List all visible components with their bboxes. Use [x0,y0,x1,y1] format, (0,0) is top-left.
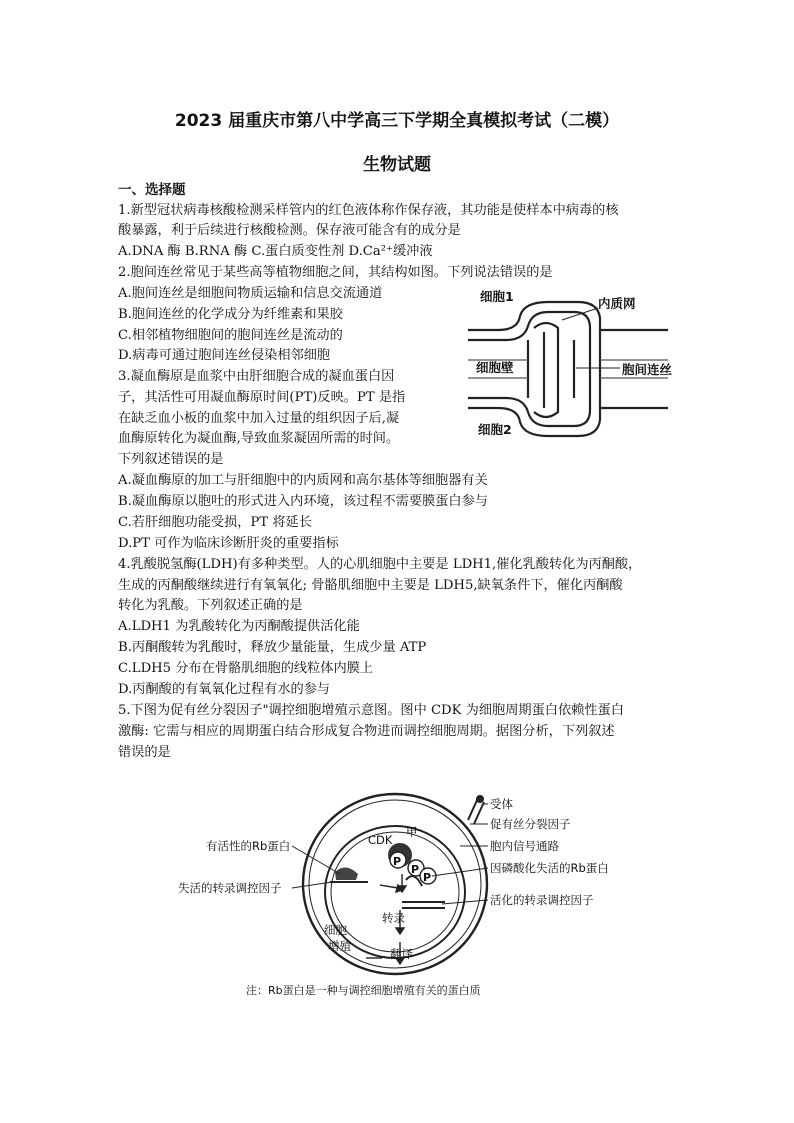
label-active-factor: 活化的转录调控因子 [490,893,594,907]
exam-title: 2023 届重庆市第八中学高三下学期全真模拟考试（二模） [174,111,620,131]
q1-options: A.DNA 酶 B.RNA 酶 C.蛋白质变性剂 D.Ca²⁺缓冲液 [118,244,433,259]
label-cell-wall: 细胞壁 [476,360,514,375]
q2-option-b: B.胞间连丝的化学成分为纤维素和果胶 [118,307,343,322]
q5-stem-line2: 激酶: 它需与相应的周期蛋白结合形成复合物进而调控细胞周期。据图分析，下列叙述 [118,724,615,739]
q2-option-d: D.病毒可通过胞间连丝侵染相邻细胞 [118,348,331,363]
label-receptor: 受体 [490,797,513,811]
label-translation: 翻译 [390,947,413,961]
label-active-rb: 有活性的Rb蛋白 [206,839,291,853]
q4-stem-line1: 4.乳酸脱氢酶(LDH)有多种类型。人的心肌细胞中主要是 LDH1,催化乳酸转化为丙酮酸， [118,557,642,572]
label-proliferation-1: 细胞 [324,923,347,937]
label-inactive-factor: 失活的转录调控因子 [178,881,282,895]
p-icon-2: P [411,863,420,876]
q3-stem-line3: 在缺乏血小板的血浆中加入过量的组织因子后,凝 [118,411,400,426]
q3-stem-line5: 下列叙述错误的是 [118,452,224,467]
figure-note: 注：Rb蛋白是一种与调控细胞增殖有关的蛋白质 [246,984,481,997]
label-signal-pathway: 胞内信号通路 [490,839,559,853]
q2-option-a: A.胞间连丝是细胞间物质运输和信息交流通道 [118,286,383,301]
p-icon-3: P [423,871,432,884]
label-cell2: 细胞2 [478,422,512,437]
label-transcription: 转录 [382,911,405,925]
q4-option-c: C.LDH5 分布在骨骼肌细胞的线粒体内膜上 [118,661,374,676]
subject-title: 生物试题 [363,155,431,175]
q3-option-c: C.若肝细胞功能受损，PT 将延长 [118,515,312,530]
label-cell1: 细胞1 [480,289,514,304]
q4-stem-line2: 生成的丙酮酸继续进行有氧氧化; 骨骼肌细胞中主要是 LDH5,缺氧条件下，催化丙酮酸 [118,578,623,593]
label-plasmodesma: 胞间连丝 [622,362,673,377]
label-phosphorylated-rb: 因磷酸化失活的Rb蛋白 [490,861,609,875]
q1-stem-line2: 酸暴露，利于后续进行核酸检测。保存液可能含有的成分是 [118,223,461,238]
q3-stem-line2: 子，其活性可用凝血酶原时间(PT)反映。PT 是指 [118,390,406,405]
q4-option-b: B.丙酮酸转为乳酸时，释放少量能量，生成少量 ATP [118,640,427,655]
q3-option-d: D.PT 可作为临床诊断肝炎的重要指标 [118,536,339,551]
q2-option-c: C.相邻植物细胞间的胞间连丝是流动的 [118,328,343,343]
q3-stem-line1: 3.凝血酶原是血浆中由肝细胞合成的凝血蛋白因 [118,369,395,384]
label-proliferation-2: 增殖 [328,939,351,953]
label-mitogen: 促有丝分裂因子 [490,817,571,831]
q4-option-d: D.丙酮酸的有氧氧化过程有水的参与 [118,682,331,697]
plasmodesma-figure [458,288,698,440]
q1-stem-line1: 1.新型冠状病毒核酸检测采样管内的红色液体称作保存液，其功能是使样本中病毒的核 [118,203,619,218]
label-er: 内质网 [598,296,636,311]
q3-option-b: B.凝血酶原以胞吐的形式进入内环境，该过程不需要膜蛋白参与 [118,494,488,509]
mitogen-signaling-figure [170,790,640,1005]
label-jia: 甲 [406,825,418,839]
p-icon-1: P [393,855,402,868]
q4-stem-line3: 转化为乳酸。下列叙述正确的是 [118,598,303,613]
q2-stem: 2.胞间连丝常见于某些高等植物细胞之间，其结构如图。下列说法错误的是 [118,265,553,280]
section-heading: 一、选择题 [118,182,186,198]
q5-stem-line3: 错误的是 [118,745,171,760]
q3-stem-line4: 血酶原转化为凝血酶,导致血浆凝固所需的时间。 [118,431,400,446]
label-cdk: CDK [368,833,393,847]
q4-option-a: A.LDH1 为乳酸转化为丙酮酸提供活化能 [118,619,360,634]
q5-stem-line1: 5.下图为促有丝分裂因子"调控细胞增殖示意图。图中 CDK 为细胞周期蛋白依赖性蛋白 [118,703,624,718]
q3-option-a: A.凝血酶原的加工与肝细胞中的内质网和高尔基体等细胞器有关 [118,473,488,488]
